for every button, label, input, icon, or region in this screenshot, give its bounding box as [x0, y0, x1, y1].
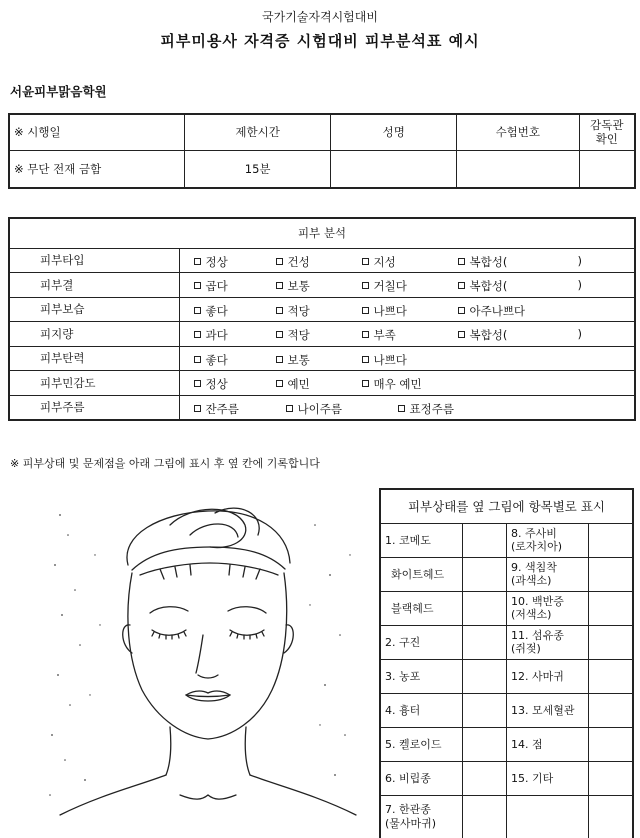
condition-mark-field[interactable] [589, 795, 633, 838]
mark-table-title: 피부상태를 옆 그림에 항목별로 표시 [380, 489, 633, 523]
option-checkbox[interactable]: 곱다 [194, 278, 228, 294]
row-label: 피부결 [9, 273, 179, 298]
condition-mark-field[interactable] [462, 659, 506, 693]
analysis-row [9, 371, 635, 396]
condition-mark-field[interactable] [589, 523, 633, 557]
option-checkbox[interactable]: 정상 [194, 376, 228, 392]
exam-info-table [8, 113, 636, 189]
supervisor-field[interactable] [579, 150, 635, 188]
table-row [380, 693, 633, 727]
condition-mark-field[interactable] [462, 693, 506, 727]
option-checkbox[interactable]: 나이주름 [286, 401, 342, 417]
condition-label: 13. 모세혈관 [506, 693, 588, 727]
condition-label [506, 795, 588, 838]
skin-analysis-table [8, 217, 636, 421]
option-checkbox[interactable]: 거칠다 [362, 278, 407, 294]
time-limit-value: 15분 [184, 150, 331, 188]
checkbox-icon [458, 282, 465, 289]
checkbox-icon [362, 258, 369, 265]
condition-mark-field[interactable] [462, 761, 506, 795]
checkbox-icon [194, 282, 201, 289]
row-label: 피부타입 [9, 248, 179, 273]
option-checkbox[interactable]: 보통 [276, 352, 310, 368]
option-checkbox[interactable]: 잔주름 [194, 401, 239, 417]
option-checkbox[interactable]: 과다 [194, 327, 228, 343]
condition-label: 7. 한관종 (물사마귀) [380, 795, 462, 838]
option-checkbox[interactable]: 적당 [276, 303, 310, 319]
condition-mark-field[interactable] [589, 659, 633, 693]
bracket-close: ) [577, 278, 582, 292]
condition-mark-field[interactable] [462, 625, 506, 659]
checkbox-icon [362, 356, 369, 363]
exam-number-field[interactable] [457, 150, 580, 188]
face-illustration[interactable] [40, 495, 370, 830]
option-checkbox[interactable]: 복합성( [458, 278, 508, 294]
option-checkbox[interactable]: 복합성( [458, 254, 508, 270]
checkbox-icon [362, 380, 369, 387]
checkbox-icon [398, 405, 405, 412]
option-checkbox[interactable]: 복합성( [458, 327, 508, 343]
checkbox-icon [194, 307, 201, 314]
checkbox-icon [276, 282, 283, 289]
skin-condition-table [379, 488, 634, 838]
row-label: 피부탄력 [9, 346, 179, 371]
analysis-row [9, 297, 635, 322]
condition-label: 2. 구진 [380, 625, 462, 659]
checkbox-icon [194, 405, 201, 412]
option-checkbox[interactable]: 지성 [362, 254, 396, 270]
row-label: 피부민감도 [9, 371, 179, 396]
option-checkbox[interactable]: 보통 [276, 278, 310, 294]
condition-mark-field[interactable] [589, 761, 633, 795]
option-checkbox[interactable]: 아주나쁘다 [458, 303, 526, 319]
option-checkbox[interactable]: 매우 예민 [362, 376, 422, 392]
bracket-close: ) [577, 253, 582, 268]
checkbox-icon [276, 331, 283, 338]
bracket-close: ) [577, 327, 582, 341]
condition-label: 화이트헤드 [380, 557, 462, 591]
table-row [380, 591, 633, 625]
instruction-note: ※ 피부상태 및 문제점을 아래 그림에 표시 후 옆 칸에 기록합니다 [10, 457, 320, 470]
analysis-row [9, 322, 635, 347]
option-checkbox[interactable]: 적당 [276, 327, 310, 343]
checkbox-icon [362, 282, 369, 289]
checkbox-icon [276, 307, 283, 314]
table-row [380, 625, 633, 659]
copyright-note: ※ 무단 전재 금함 [9, 150, 184, 188]
option-checkbox[interactable]: 좋다 [194, 303, 228, 319]
condition-mark-field[interactable] [589, 557, 633, 591]
checkbox-icon [458, 307, 465, 314]
analysis-row [9, 248, 635, 273]
table-row [380, 659, 633, 693]
row-label: 피부주름 [9, 395, 179, 420]
name-field[interactable] [331, 150, 457, 188]
condition-mark-field[interactable] [462, 795, 506, 838]
condition-mark-field[interactable] [589, 625, 633, 659]
condition-label: 8. 주사비 (로자치아) [506, 523, 588, 557]
condition-mark-field[interactable] [589, 727, 633, 761]
checkbox-icon [286, 405, 293, 412]
checkbox-icon [194, 356, 201, 363]
condition-label: 11. 섬유종 (쥐젖) [506, 625, 588, 659]
table-row [380, 727, 633, 761]
checkbox-icon [194, 258, 201, 265]
condition-label: 14. 점 [506, 727, 588, 761]
page-title: 피부미용사 자격증 시험대비 피부분석표 예시 [160, 32, 480, 50]
time-limit-label: 제한시간 [184, 114, 331, 150]
checkbox-icon [458, 258, 465, 265]
condition-mark-field[interactable] [462, 591, 506, 625]
option-checkbox[interactable]: 예민 [276, 376, 310, 392]
table-row [380, 523, 633, 557]
sup-title: 국가기술자격시험대비 [262, 10, 378, 24]
table-row [380, 557, 633, 591]
condition-label: 3. 농포 [380, 659, 462, 693]
option-checkbox[interactable]: 부족 [362, 327, 396, 343]
checkbox-icon [276, 356, 283, 363]
condition-mark-field[interactable] [462, 727, 506, 761]
checkbox-icon [362, 307, 369, 314]
condition-label: 6. 비립종 [380, 761, 462, 795]
condition-label: 12. 사마귀 [506, 659, 588, 693]
analysis-title: 피부 분석 [9, 218, 635, 248]
checkbox-icon [458, 331, 465, 338]
academy-name: 서윤피부맑음학원 [10, 84, 107, 99]
option-checkbox[interactable]: 나쁘다 [362, 352, 407, 368]
checkbox-icon [194, 380, 201, 387]
option-checkbox[interactable]: 나쁘다 [362, 303, 407, 319]
table-row [380, 761, 633, 795]
condition-label: 15. 기타 [506, 761, 588, 795]
condition-label: 9. 색침착 (과색소) [506, 557, 588, 591]
name-label: 성명 [331, 114, 457, 150]
checkbox-icon [276, 380, 283, 387]
checkbox-icon [194, 331, 201, 338]
row-label: 피지량 [9, 322, 179, 347]
condition-mark-field[interactable] [589, 693, 633, 727]
condition-mark-field[interactable] [589, 591, 633, 625]
condition-mark-field[interactable] [462, 523, 506, 557]
condition-label: 10. 백반증 (저색소) [506, 591, 588, 625]
option-checkbox[interactable]: 건성 [276, 254, 310, 270]
option-checkbox[interactable]: 정상 [194, 254, 228, 270]
condition-label: 4. 흉터 [380, 693, 462, 727]
option-checkbox[interactable]: 표정주름 [398, 401, 454, 417]
condition-label: 블랙헤드 [380, 591, 462, 625]
option-checkbox[interactable]: 좋다 [194, 352, 228, 368]
condition-label: 5. 켈로이드 [380, 727, 462, 761]
row-label: 피부보습 [9, 297, 179, 322]
analysis-row [9, 273, 635, 298]
condition-mark-field[interactable] [462, 557, 506, 591]
analysis-row [9, 346, 635, 371]
table-row [380, 795, 633, 838]
exam-number-label: 수험번호 [457, 114, 580, 150]
supervisor-label: 감독관 확인 [579, 114, 635, 150]
checkbox-icon [362, 331, 369, 338]
condition-label: 1. 코메도 [380, 523, 462, 557]
analysis-row [9, 395, 635, 420]
exam-date-label: ※ 시행일 [9, 114, 184, 150]
checkbox-icon [276, 258, 283, 265]
